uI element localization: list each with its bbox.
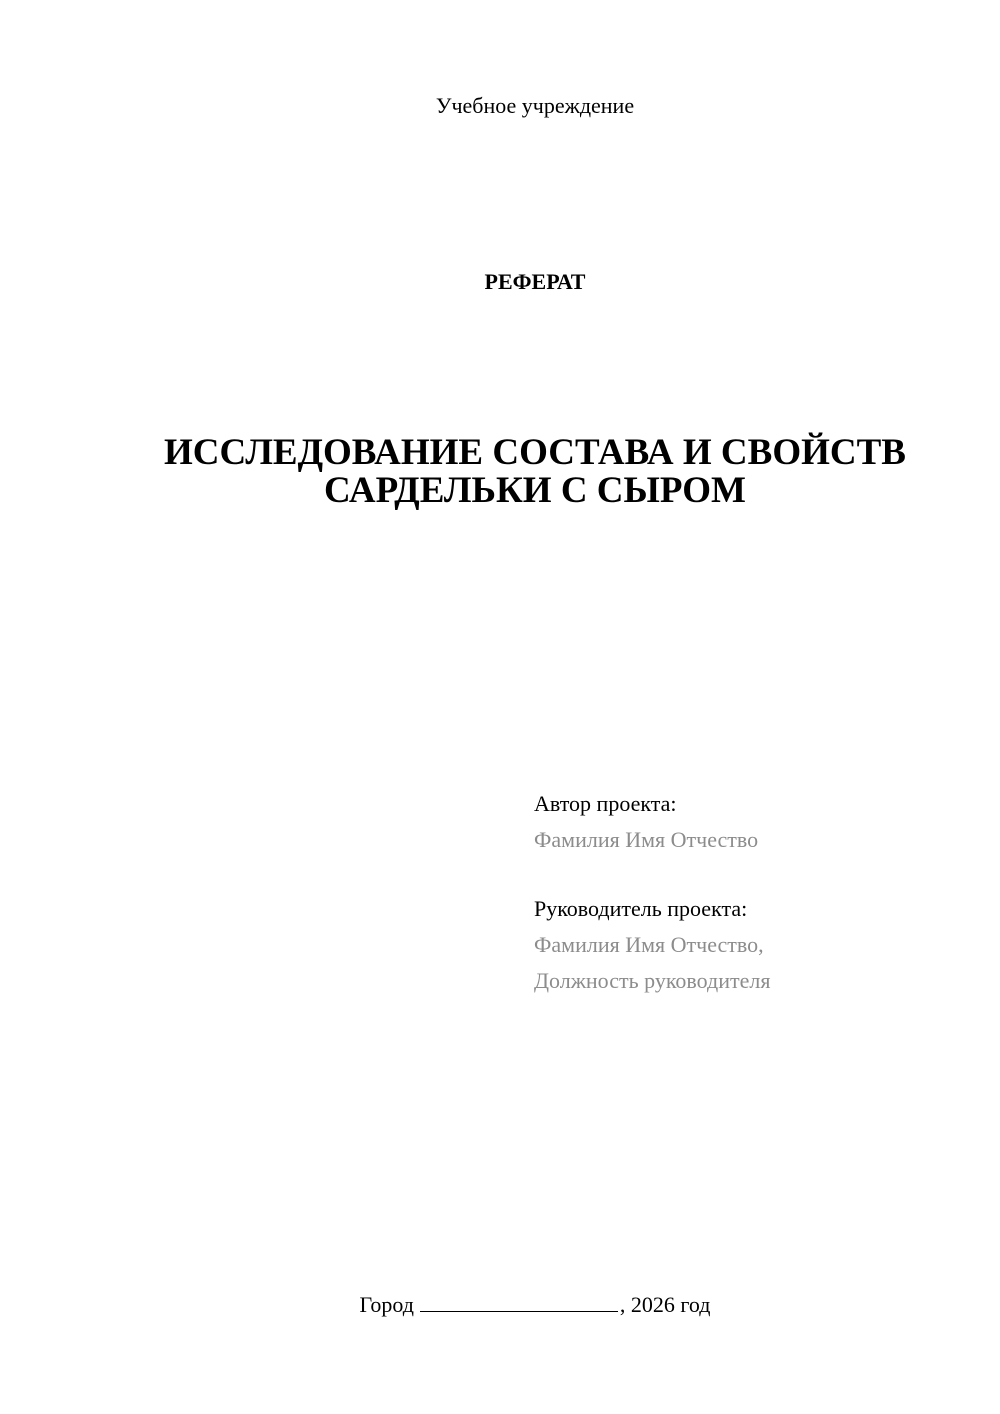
author-label: Автор проекта:: [534, 791, 677, 816]
supervisor-position: Должность руководителя: [534, 968, 771, 993]
author-block: [534, 786, 758, 858]
year-text: , 2026 год: [619, 1292, 711, 1317]
supervisor-name: Фамилия Имя Отчество,: [534, 932, 764, 957]
supervisor-label: Руководитель проекта:: [534, 896, 748, 921]
document-title: [0, 434, 1000, 510]
supervisor-block: [534, 891, 770, 999]
document-type: РЕФЕРАТ: [484, 269, 586, 294]
title-line-1: ИССЛЕДОВАНИЕ СОСТАВА И СВОЙСТВ: [164, 432, 906, 473]
city-blank-line: [420, 1291, 618, 1312]
institution-name: Учебное учреждение: [435, 93, 635, 118]
title-line-2: САРДЕЛЬКИ С СЫРОМ: [324, 470, 746, 511]
city-label: Город: [359, 1292, 414, 1317]
author-name: Фамилия Имя Отчество: [534, 827, 759, 852]
city-year-line: [0, 1290, 1000, 1320]
